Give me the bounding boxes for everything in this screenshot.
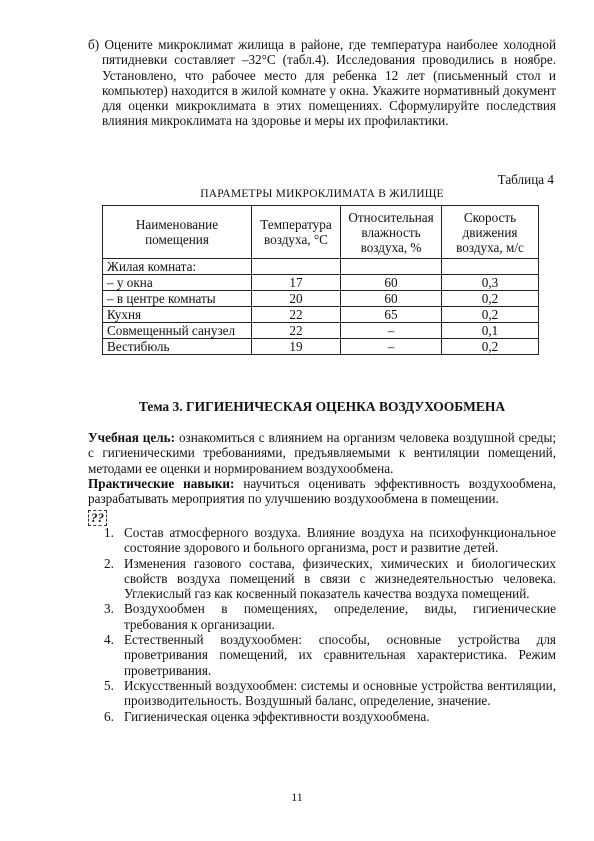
cell-air-speed: 0,2 bbox=[442, 339, 539, 355]
table-row bbox=[103, 275, 539, 291]
skills-label: Практические навыки: bbox=[88, 475, 235, 491]
list-item bbox=[104, 556, 556, 602]
table-row bbox=[103, 307, 539, 323]
cell-air-speed: 0,3 bbox=[442, 275, 539, 291]
list-item bbox=[104, 601, 556, 632]
cell-humidity: 60 bbox=[341, 291, 442, 307]
cell-humidity bbox=[341, 259, 442, 275]
list-item-text: Гигиеническая оценка эффективности воздухообмена. bbox=[124, 708, 430, 724]
cell-humidity: 65 bbox=[341, 307, 442, 323]
list-item bbox=[104, 525, 556, 556]
cell-room: Вестибюль bbox=[103, 339, 252, 355]
header-humidity: Относительная влажность воздуха, % bbox=[341, 206, 442, 259]
list-item-text: Естественный воздухообмен: способы, основные устройства для проветривания помещений, их сравнительная характеристика. Режим проветривания. bbox=[124, 632, 556, 678]
list-item-number: 6. bbox=[104, 708, 114, 724]
goal-label: Учебная цель: bbox=[88, 430, 176, 445]
cell-room: – у окна bbox=[103, 275, 252, 291]
questions-list bbox=[104, 525, 556, 724]
table-row bbox=[103, 291, 539, 307]
list-item bbox=[104, 632, 556, 678]
list-item-number: 5. bbox=[104, 677, 114, 693]
cell-air-speed bbox=[442, 259, 539, 275]
cell-room: – в центре комнаты bbox=[103, 291, 252, 307]
cell-temperature: 22 bbox=[252, 323, 341, 339]
cell-air-speed: 0,2 bbox=[442, 291, 539, 307]
cell-air-speed: 0,1 bbox=[442, 323, 539, 339]
goal-text: ознакомиться с влиянием на организм человека воздушной среды; с гигиеническими требованиями, предъявляемыми к вентиляции помещений, методами ее оценки и нормированием воздухообмена. bbox=[88, 430, 557, 476]
list-item-number: 1. bbox=[104, 525, 114, 540]
cell-humidity: 60 bbox=[341, 275, 442, 291]
list-item-text: Искусственный воздухообмен: системы и основные устройства вентиляции, производительность. Воздушный баланс, определение, значение. bbox=[124, 677, 556, 709]
list-item-text: Воздухообмен в помещениях, определение, виды, гигиенические требования к организации. bbox=[124, 601, 556, 632]
list-item-text: Изменения газового состава, физических, химических и биологических свойств воздуха помещений в связи с жизнедеятельностью человека. Углекислый газ как косвенный показатель качества воздуха помещений. bbox=[124, 555, 556, 602]
cell-air-speed: 0,2 bbox=[442, 307, 539, 323]
table-title: ПАРАМЕТРЫ МИКРОКЛИМАТА В ЖИЛИЩЕ bbox=[200, 188, 444, 200]
table-label: Таблица 4 bbox=[497, 172, 554, 187]
list-item-number: 4. bbox=[104, 632, 114, 648]
cell-temperature: 22 bbox=[252, 307, 341, 323]
header-temperature: Температура воздуха, °С bbox=[252, 206, 341, 259]
cell-room: Кухня bbox=[103, 307, 252, 323]
learning-goals bbox=[88, 430, 556, 506]
skills-text: научиться оценивать эффективность воздухообмена, разрабатывать мероприятия по улучшению воздухообмена в помещении. bbox=[88, 475, 556, 507]
table-row bbox=[103, 259, 539, 275]
cell-humidity: – bbox=[341, 339, 442, 355]
page-number: 11 bbox=[291, 790, 303, 804]
list-item-number: 2. bbox=[104, 555, 114, 571]
list-item-text: Состав атмосферного воздуха. Влияние воздуха на психофункциональное состояние здорового и больного организма, рост и развитие детей. bbox=[124, 525, 556, 556]
cell-room: Жилая комната: bbox=[103, 259, 252, 275]
list-item-number: 3. bbox=[104, 601, 114, 617]
header-air-speed: Скорость движения воздуха, м/с bbox=[442, 206, 539, 259]
header-room: Наименование помещения bbox=[103, 206, 252, 259]
table-header-row bbox=[103, 206, 539, 259]
cell-temperature bbox=[252, 259, 341, 275]
cell-humidity: – bbox=[341, 323, 442, 339]
list-item bbox=[104, 678, 556, 709]
microclimate-table bbox=[102, 205, 539, 355]
table-row bbox=[103, 323, 539, 339]
cell-temperature: 17 bbox=[252, 275, 341, 291]
table-row bbox=[103, 339, 539, 355]
topic-heading: Тема 3. ГИГИЕНИЧЕСКАЯ ОЦЕНКА ВОЗДУХООБМЕНА bbox=[138, 399, 506, 414]
cell-temperature: 20 bbox=[252, 291, 341, 307]
cell-temperature: 19 bbox=[252, 339, 341, 355]
questions-mark-icon: ?? bbox=[88, 510, 107, 526]
cell-room: Совмещенный санузел bbox=[103, 323, 252, 339]
list-item bbox=[104, 709, 556, 724]
task-b-paragraph: б) Оцените микроклимат жилища в районе, где температура наиболее холодной пятидневки составляет –32°С (табл.4). Исследования проводились в ноябре. Установлено, что рабочее место для ребенка 12 лет (письменный стол и компьютер) находится в жилой комнате у окна. Укажите нормативный документ для оценки микроклимата в этих помещениях. Сформулируйте последствия влияния микроклимата на здоровье и меры их профилактики. bbox=[88, 37, 556, 129]
